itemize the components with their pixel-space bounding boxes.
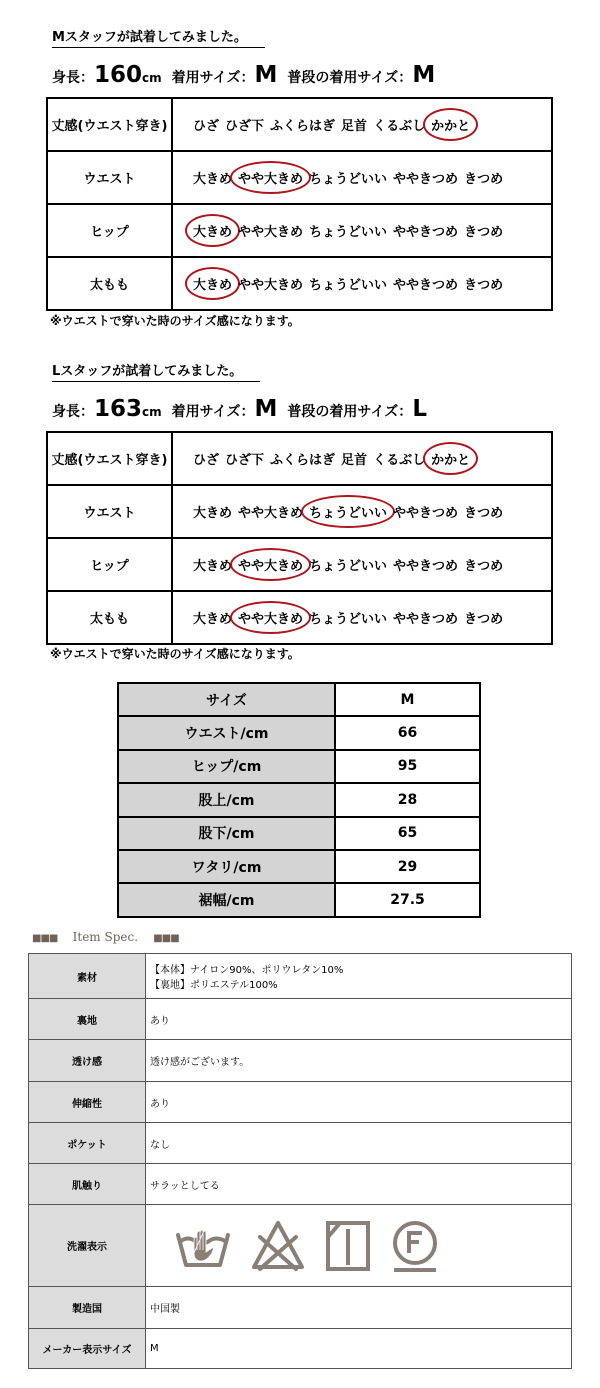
size-value: 29 [335,850,480,883]
fit-option: ちょうどいい [309,278,388,293]
spec-row [29,1040,572,1082]
size-key: ワタリ/cm [118,850,335,883]
no-bleach-icon [250,1219,306,1273]
fit-option-selected: やや大きめ [238,608,303,627]
size-value: 28 [335,783,480,816]
fit-options [172,98,552,151]
size-row [118,850,480,883]
fit-option: ややきつめ [393,612,459,627]
fit-option: ふくらはぎ [270,453,336,468]
fit-option: やや大きめ [238,278,304,293]
spec-key: 製造国 [29,1287,146,1329]
size-header-row [118,683,480,716]
size-row [118,716,480,749]
fit-option: ややきつめ [393,172,459,187]
fit-option-selected: ちょうどいい [309,502,387,521]
fit-option: ひざ [193,119,220,134]
fit-option: 大きめ [193,506,233,521]
fit-option: 足首 [341,119,368,134]
fit-option-selected: かかと [431,115,470,134]
fit-options [172,204,552,257]
spec-key: 洗濯表示 [29,1205,146,1287]
spec-row [29,1205,572,1287]
fit-options [172,538,552,591]
spec-key: 裏地 [29,999,146,1040]
staff-l-title: Lスタッフが試着してみました。 [52,360,260,382]
fit-option: ひざ下 [225,453,265,468]
spec-value: あり [146,1082,572,1123]
spec-key: 肌触り [29,1164,146,1205]
size-key: 股下/cm [118,817,335,850]
size-key: ヒップ/cm [118,750,335,783]
fit-option: くるぶし [373,119,426,134]
fit-option: ややきつめ [393,506,459,521]
fit-row-hip [47,204,552,257]
spec-key: メーカー表示サイズ [29,1329,146,1369]
fit-option: ややきつめ [393,278,459,293]
size-value: 95 [335,750,480,783]
fit-option: くるぶし [373,453,426,468]
fit-row-waist [47,151,552,204]
fit-options [172,591,552,644]
size-key: ウエスト/cm [118,716,335,749]
fit-row-waist [47,485,552,538]
fit-row-length [47,432,552,485]
fit-option: 大きめ [193,559,233,574]
fit-options [172,485,552,538]
fit-option: ひざ [193,453,220,468]
spec-row [29,1329,572,1369]
fit-option: ちょうどいい [309,559,388,574]
size-key: 股上/cm [118,783,335,816]
spec-row [29,999,572,1040]
spec-value-wash-icons [146,1205,572,1287]
spec-value: 透け感がございます。 [146,1040,572,1082]
fit-row-label: 太もも [47,257,172,310]
hand-wash-icon [174,1219,232,1273]
staff-m-fit-table [46,97,553,311]
fit-row-label: 丈感(ウエスト穿き) [47,432,172,485]
fit-row-thigh [47,591,552,644]
spec-row [29,1123,572,1164]
fit-options [172,257,552,310]
fit-option: きつめ [464,559,504,574]
size-header-key: サイズ [118,683,335,716]
fit-row-thigh [47,257,552,310]
size-value: 66 [335,716,480,749]
fit-option: やや大きめ [238,225,304,240]
spec-key: 素材 [29,954,146,999]
dry-clean-f-icon [390,1219,440,1273]
spec-key: 伸縮性 [29,1082,146,1123]
spec-value: 中国製 [146,1287,572,1329]
fit-option: 大きめ [193,172,233,187]
fit-row-label: ヒップ [47,204,172,257]
fit-row-label: ウエスト [47,151,172,204]
fit-option: きつめ [464,612,504,627]
line-dry-icon [324,1219,372,1273]
staff-l-note: ※ウエストで穿いた時のサイズ感になります。 [50,647,300,661]
fit-option: きつめ [464,506,504,521]
fit-option: ちょうどいい [309,225,388,240]
fit-option: きつめ [464,172,504,187]
spec-row [29,1164,572,1205]
fit-option: やや大きめ [238,506,304,521]
staff-m-title: Mスタッフが試着してみました。 [52,26,265,48]
spec-value: なし [146,1123,572,1164]
size-row [118,883,480,916]
fit-option: ややきつめ [393,225,459,240]
spec-value: あり [146,999,572,1040]
fit-option-selected: やや大きめ [238,168,303,187]
size-row [118,750,480,783]
spec-key: ポケット [29,1123,146,1164]
fit-option: ちょうどいい [309,172,388,187]
size-key: 裾幅/cm [118,883,335,916]
fit-option: ふくらはぎ [270,119,336,134]
item-spec-table [28,953,572,1369]
fit-row-length [47,98,552,151]
staff-m-stats: 身長：160cm 着用サイズ：M 普段の着用サイズ：M [52,62,436,88]
fit-options [172,432,552,485]
fit-option-selected: やや大きめ [238,555,303,574]
fit-options [172,151,552,204]
fit-option: きつめ [464,225,504,240]
fit-option-selected: 大きめ [193,221,232,240]
fit-option: ややきつめ [393,559,459,574]
size-row [118,783,480,816]
fit-option-selected: かかと [431,449,470,468]
size-header-value: M [335,683,480,716]
spec-row [29,1287,572,1329]
fit-option: きつめ [464,278,504,293]
fit-row-hip [47,538,552,591]
fit-option-selected: 大きめ [193,274,232,293]
fit-option: 大きめ [193,612,233,627]
spec-key: 透け感 [29,1040,146,1082]
fit-option: 足首 [341,453,368,468]
staff-l-fit-table [46,431,553,645]
spec-value: M [146,1329,572,1369]
spec-row [29,1082,572,1123]
staff-l-stats: 身長：163cm 着用サイズ：M 普段の着用サイズ：L [52,396,427,422]
fit-row-label: 太もも [47,591,172,644]
fit-option: ちょうどいい [309,612,388,627]
size-value: 27.5 [335,883,480,916]
fit-row-label: 丈感(ウエスト穿き) [47,98,172,151]
spec-row [29,954,572,999]
size-row [118,817,480,850]
spec-value: 【本体】ナイロン90%、ポリウレタン10% 【裏地】ポリエステル100% [146,954,572,999]
fit-row-label: ウエスト [47,485,172,538]
size-table [117,682,481,918]
staff-m-note: ※ウエストで穿いた時のサイズ感になります。 [50,314,300,328]
fit-row-label: ヒップ [47,538,172,591]
item-spec-heading: ■■■ Item Spec. ■■■ [32,930,179,944]
fit-option: ひざ下 [225,119,265,134]
size-value: 65 [335,817,480,850]
spec-value: サラッとしてる [146,1164,572,1205]
